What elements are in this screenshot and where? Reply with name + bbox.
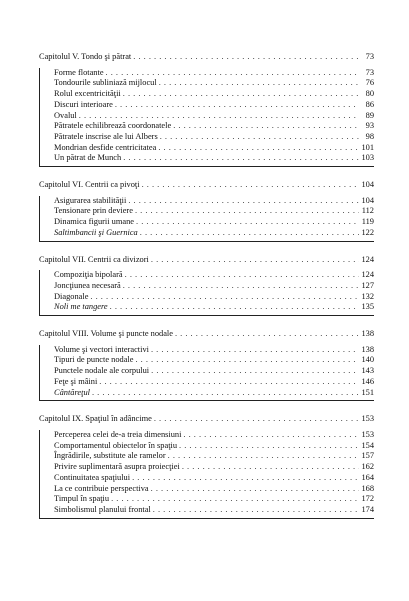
dot-leader (115, 100, 359, 111)
dot-leader (106, 68, 359, 79)
dot-leader (151, 255, 359, 266)
entry-title: Un pătrat de Munch (54, 153, 122, 163)
toc-entry[interactable] (40, 451, 374, 462)
chapter-ix (39, 414, 374, 518)
dot-leader (111, 494, 359, 505)
chapter-title: Capitolul V. Tondo şi pătrat (39, 52, 132, 61)
dot-leader (151, 345, 359, 356)
section-list (39, 68, 374, 167)
dot-leader (153, 505, 359, 516)
toc-entry[interactable] (40, 78, 374, 89)
entry-title: Cântăreţul (54, 387, 90, 397)
entry-title: Volume şi vectori interactivi (54, 344, 149, 354)
chapter-vii (39, 255, 374, 317)
toc-entry[interactable] (40, 441, 374, 452)
page-number: 98 (365, 131, 374, 141)
dot-leader (183, 430, 359, 441)
chapter-heading[interactable] (39, 180, 374, 191)
page-number: 153 (361, 429, 374, 439)
dot-leader (142, 180, 359, 191)
entry-title: Pătratele echilibrează coordonatele (54, 121, 172, 131)
page-number: 122 (361, 227, 374, 237)
chapter-heading[interactable] (39, 329, 374, 340)
dot-leader (123, 153, 359, 164)
dot-leader (136, 217, 359, 228)
dot-leader (160, 132, 359, 143)
table-of-contents (39, 52, 374, 532)
page-number: 86 (365, 99, 374, 109)
dot-leader (123, 89, 359, 100)
section-list (39, 270, 374, 316)
dot-leader (159, 78, 359, 89)
page-number: 119 (361, 217, 374, 227)
page-number: 127 (361, 280, 374, 290)
page-number: 103 (361, 153, 374, 163)
toc-entry[interactable] (40, 302, 374, 313)
entry-title: Simbolismul planului frontal (54, 504, 151, 514)
entry-title: Discuri interioare (54, 99, 113, 109)
dot-leader (99, 377, 359, 388)
entry-title: Tipuri de puncte nodale (54, 355, 134, 365)
page-number: 174 (361, 504, 374, 514)
entry-title: Rolul excentricităţii (54, 89, 121, 99)
toc-entry[interactable] (40, 153, 374, 164)
entry-title: Dinamica figurii umane (54, 217, 135, 227)
toc-entry[interactable] (40, 132, 374, 143)
entry-title: Timpul în spaţiu (54, 494, 110, 504)
entry-title: Feţe şi mâini (54, 376, 98, 386)
page-number: 153 (361, 414, 374, 424)
chapter-title: Capitolul VII. Centrii ca divizori (39, 254, 149, 264)
toc-entry[interactable] (40, 100, 374, 111)
page-number: 140 (361, 355, 374, 365)
toc-entry[interactable] (40, 355, 374, 366)
chapter-heading[interactable] (39, 414, 374, 425)
toc-entry[interactable] (40, 430, 374, 441)
page-number: 93 (365, 121, 374, 131)
entry-title: Asigurarea stabilităţii (54, 195, 127, 205)
dot-leader (175, 329, 359, 340)
page-number: 164 (361, 472, 374, 482)
section-list (39, 345, 374, 402)
page-number: 132 (361, 291, 374, 301)
dot-leader (151, 484, 359, 495)
chapter-viii (39, 329, 374, 401)
toc-entry[interactable] (40, 121, 374, 132)
toc-entry[interactable] (40, 270, 374, 281)
toc-entry[interactable] (40, 281, 374, 292)
page-number: 89 (365, 110, 374, 120)
toc-entry[interactable] (40, 143, 374, 154)
toc-entry[interactable] (40, 462, 374, 473)
dot-leader (182, 462, 359, 473)
toc-entry[interactable] (40, 345, 374, 356)
toc-entry[interactable] (40, 89, 374, 100)
entry-title: Tensionare prin deviere (54, 206, 133, 216)
dot-leader (123, 281, 359, 292)
dot-leader (179, 441, 359, 452)
dot-leader (79, 111, 359, 122)
entry-title: Noli me tangere (54, 302, 108, 312)
dot-leader (140, 228, 359, 239)
entry-title: Saltimbancii şi Guernica (54, 227, 138, 237)
dot-leader (128, 196, 359, 207)
entry-title: Forme flotante (54, 67, 104, 77)
dot-leader (92, 388, 359, 399)
dot-leader (154, 414, 359, 425)
page-number: 73 (365, 67, 374, 77)
dot-leader (133, 52, 359, 63)
toc-entry[interactable] (40, 366, 374, 377)
page-number: 124 (361, 270, 374, 280)
dot-leader (125, 270, 359, 281)
chapter-title: Capitolul VI. Centrii ca pivoţi (39, 180, 140, 190)
toc-entry[interactable] (40, 484, 374, 495)
entry-title: Îngrădirile, substitute ale ramelor (54, 451, 166, 461)
toc-entry[interactable] (40, 228, 374, 239)
dot-leader (158, 143, 359, 154)
entry-title: Ovalul (54, 110, 77, 120)
entry-title: Compoziţia bipolară (54, 270, 123, 280)
entry-title: Privire suplimentară asupra proiecţiei (54, 462, 180, 472)
entry-title: Continuitatea spaţiului (54, 472, 131, 482)
page-number: 76 (365, 78, 374, 88)
toc-entry[interactable] (40, 206, 374, 217)
toc-entry[interactable] (40, 377, 374, 388)
toc-entry[interactable] (40, 111, 374, 122)
toc-entry[interactable] (40, 196, 374, 207)
page-number: 146 (361, 376, 374, 386)
section-list (39, 196, 374, 242)
toc-entry[interactable] (40, 292, 374, 303)
dot-leader (132, 473, 359, 484)
page-number: 135 (361, 302, 374, 312)
entry-title: Punctele nodale ale corpului (54, 366, 150, 376)
dot-leader (135, 206, 359, 217)
entry-title: Joncţiunea necesară (54, 280, 121, 290)
dot-leader (173, 121, 359, 132)
page-number: 124 (361, 254, 374, 264)
page-number: 138 (361, 329, 374, 339)
dot-leader (90, 292, 359, 303)
entry-title: Diagonale (54, 291, 89, 301)
toc-entry[interactable] (40, 505, 374, 516)
entry-title: Tondourile subliniază mijlocul (54, 78, 157, 88)
entry-title: Comportamentul obiectelor în spaţiu (54, 440, 178, 450)
chapter-heading[interactable] (39, 255, 374, 266)
page-number: 80 (365, 89, 374, 99)
page-number: 143 (361, 366, 374, 376)
entry-title: Perceperea celei de-a treia dimensiuni (54, 429, 182, 439)
dot-leader (135, 355, 359, 366)
toc-entry[interactable] (40, 388, 374, 399)
entry-title: La ce contribuie perspectiva (54, 483, 149, 493)
page-number: 101 (361, 142, 374, 152)
page-number: 162 (361, 462, 374, 472)
page-number: 138 (361, 344, 374, 354)
chapter-title: Capitolul IX. Spaţiul în adâncime (39, 414, 152, 424)
page-number: 151 (361, 387, 374, 397)
page-number: 104 (361, 180, 374, 190)
entry-title: Mondrian desfide centricitatea (54, 142, 157, 152)
chapter-heading[interactable] (39, 52, 374, 63)
page-number: 168 (361, 483, 374, 493)
chapter-vi (39, 180, 374, 242)
toc-entry[interactable] (40, 473, 374, 484)
section-list (39, 430, 374, 519)
page-number: 73 (365, 52, 374, 61)
dot-leader (168, 451, 359, 462)
dot-leader (151, 366, 359, 377)
page-number: 157 (361, 451, 374, 461)
toc-entry[interactable] (40, 494, 374, 505)
dot-leader (110, 302, 359, 313)
entry-title: Pătratele inscrise ale lui Albers (54, 131, 158, 141)
page-number: 154 (361, 440, 374, 450)
toc-entry[interactable] (40, 217, 374, 228)
page-number: 112 (361, 206, 374, 216)
chapter-title: Capitolul VIII. Volume şi puncte nodale (39, 329, 173, 339)
page-number: 104 (361, 195, 374, 205)
chapter-v (39, 52, 374, 167)
page-number: 172 (361, 494, 374, 504)
toc-entry[interactable] (40, 68, 374, 79)
